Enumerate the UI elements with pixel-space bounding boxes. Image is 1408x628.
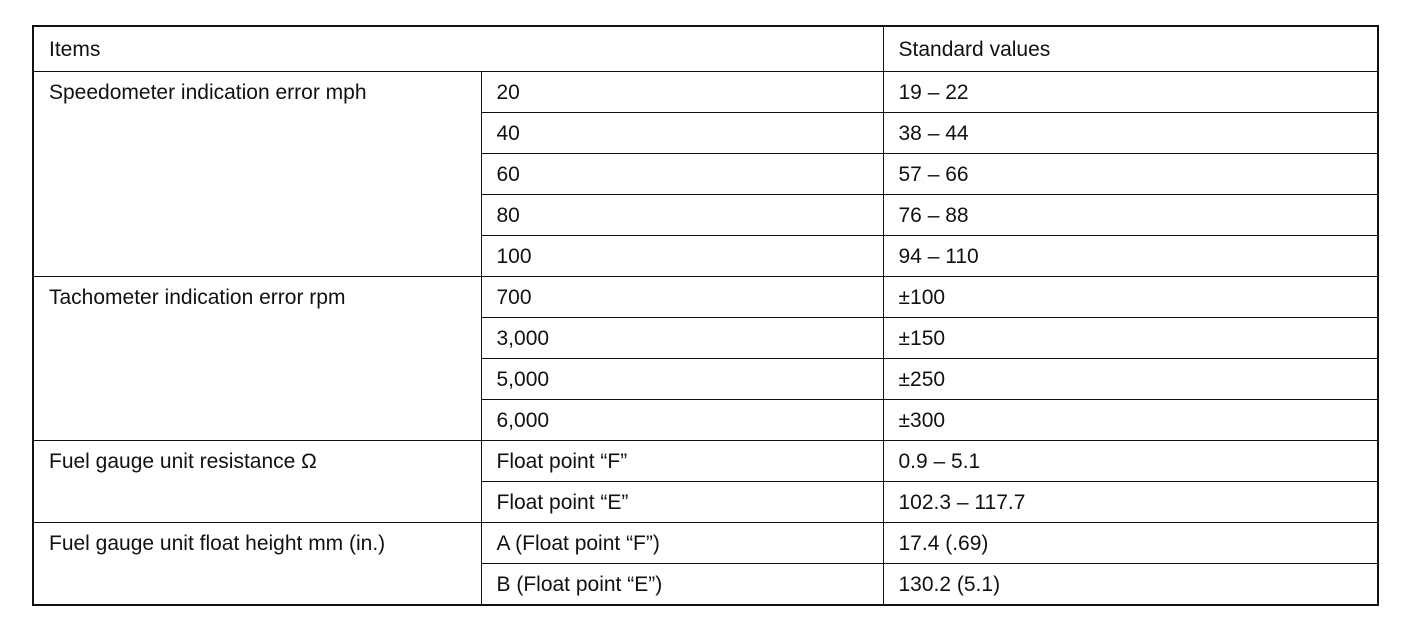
- header-standard-values: Standard values: [883, 26, 1378, 72]
- condition-cell: 60: [481, 154, 883, 195]
- value-cell: 57 – 66: [883, 154, 1378, 195]
- condition-cell: Float point “E”: [481, 482, 883, 523]
- table-row: [33, 523, 1378, 564]
- value-cell: ±150: [883, 318, 1378, 359]
- table-row: [33, 441, 1378, 482]
- condition-cell: 20: [481, 72, 883, 113]
- value-cell: 76 – 88: [883, 195, 1378, 236]
- condition-cell: 5,000: [481, 359, 883, 400]
- condition-cell: 700: [481, 277, 883, 318]
- condition-cell: 6,000: [481, 400, 883, 441]
- condition-cell: 3,000: [481, 318, 883, 359]
- header-items: Items: [33, 26, 883, 72]
- condition-cell: 80: [481, 195, 883, 236]
- standard-values-table: [32, 25, 1379, 606]
- table-row: [33, 277, 1378, 318]
- value-cell: 102.3 – 117.7: [883, 482, 1378, 523]
- value-cell: ±250: [883, 359, 1378, 400]
- table-row: [33, 72, 1378, 113]
- value-cell: ±300: [883, 400, 1378, 441]
- item-speedometer: Speedometer indication error mph: [33, 72, 481, 277]
- item-tachometer: Tachometer indication error rpm: [33, 277, 481, 441]
- value-cell: 38 – 44: [883, 113, 1378, 154]
- item-fuel-gauge-float-height: Fuel gauge unit float height mm (in.): [33, 523, 481, 606]
- value-cell: 0.9 – 5.1: [883, 441, 1378, 482]
- condition-cell: 100: [481, 236, 883, 277]
- item-fuel-gauge-resistance: Fuel gauge unit resistance Ω: [33, 441, 481, 523]
- value-cell: ±100: [883, 277, 1378, 318]
- condition-cell: 40: [481, 113, 883, 154]
- value-cell: 17.4 (.69): [883, 523, 1378, 564]
- table-header-row: [33, 26, 1378, 72]
- condition-cell: B (Float point “E”): [481, 564, 883, 606]
- value-cell: 94 – 110: [883, 236, 1378, 277]
- value-cell: 130.2 (5.1): [883, 564, 1378, 606]
- condition-cell: A (Float point “F”): [481, 523, 883, 564]
- condition-cell: Float point “F”: [481, 441, 883, 482]
- value-cell: 19 – 22: [883, 72, 1378, 113]
